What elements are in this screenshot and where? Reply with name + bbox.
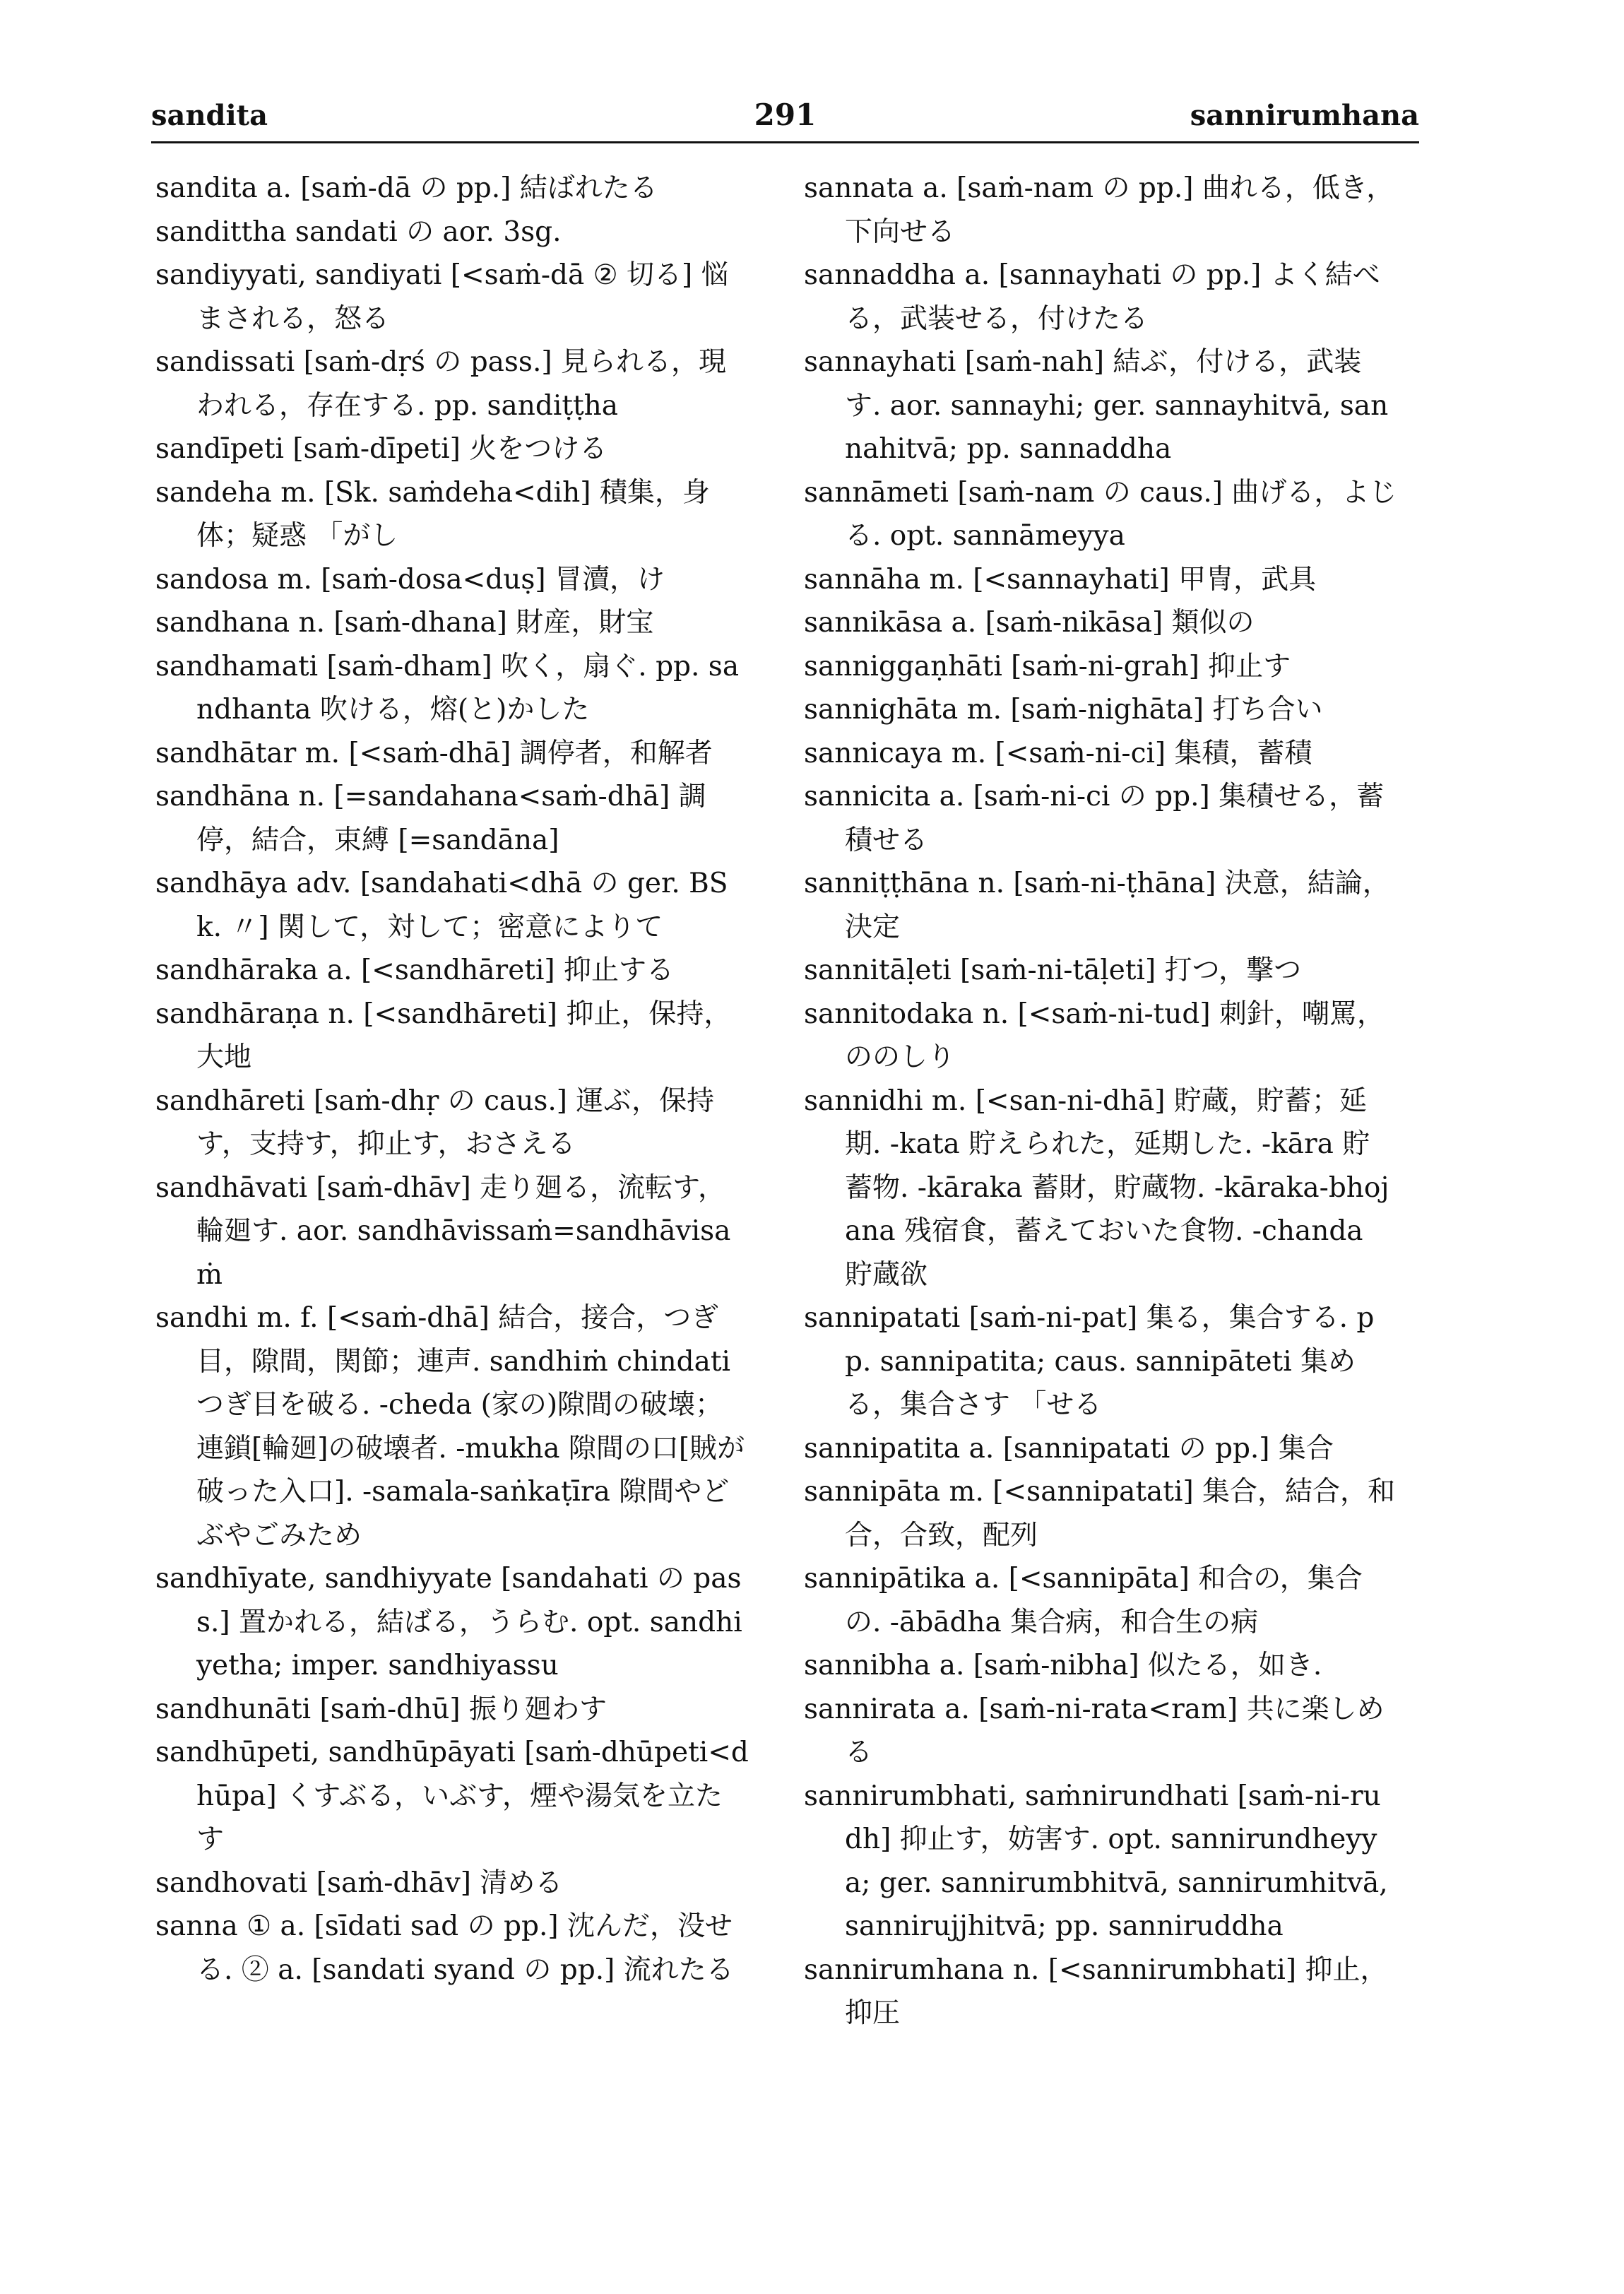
dictionary-entry: sandhātar m. [<saṁ-dhā] 調停者，和解者 xyxy=(155,737,713,769)
dictionary-entry: sanniṭṭhāna n. [saṁ-ni-ṭhāna] 決意，結論，決定 xyxy=(804,868,1390,943)
dictionary-entry: sannibha a. [saṁ-nibha] 似たる，如き. xyxy=(804,1650,1322,1681)
dictionary-entry: sandhovati [saṁ-dhāv] 清める xyxy=(155,1867,563,1899)
dictionary-entry: sandhana n. [saṁ-dhana] 財産，財宝 xyxy=(155,607,654,639)
dictionary-entry: sanna ① a. [sīdati sad の pp.] 沈んだ，没せる. ② a. [sandati syand の pp.] 流れたる xyxy=(155,1910,734,1986)
right-column xyxy=(804,167,1397,2035)
dictionary-entry: sannitāḷeti [saṁ-ni-tāḷeti] 打つ，撃つ xyxy=(804,954,1302,986)
dictionary-entry: sannayhati [saṁ-nah] 結ぶ，付ける，武装す. aor. sannayhi; ger. sannayhitvā, sannahitvā; pp. sannaddha xyxy=(804,346,1389,465)
dictionary-entry: sandhāvati [saṁ-dhāv] 走り廻る，流転す，輪廻す. aor. sandhāvissaṁ=sandhāvisaṁ xyxy=(155,1171,731,1291)
dictionary-entry: sandhāraṇa n. [<sandhāreti] 抑止，保持，大地 xyxy=(155,998,732,1073)
dictionary-entry: sannicita a. [saṁ-ni-ci の pp.] 集積せる，蓄積せる xyxy=(804,781,1385,856)
dictionary-entry: sannata a. [saṁ-nam の pp.] 曲れる，低き，下向せる xyxy=(804,172,1394,248)
dictionary-entry: sannaddha a. [sannayhati の pp.] よく結べる，武装せる，付けたる xyxy=(804,259,1380,335)
dictionary-entry: sandhunāti [saṁ-dhū] 振り廻わす xyxy=(155,1693,607,1725)
dictionary-entry: sannidhi m. [<san-ni-dhā] 貯蔵，貯蓄；延期. -kata 貯えられた，延期した. -kāra 貯蓄物. -kāraka 蓄財，貯蔵物. -kāraka-bhojana 残宿食，蓄えておいた食物. -chanda 貯蔵欲 xyxy=(804,1084,1389,1291)
header-left-guide-word: sandita xyxy=(151,99,268,132)
dictionary-entry: sannipatita a. [sannipatati の pp.] 集合 xyxy=(804,1432,1334,1465)
dictionary-entry: sandhūpeti, sandhūpāyati [saṁ-dhūpeti<dhūpa] くすぶる，いぶす，煙や湯気を立たす xyxy=(155,1737,749,1855)
dictionary-entry: sandhāya adv. [sandahati<dhā の ger. BSk. 〃] 関して，対して；密意によりて xyxy=(155,868,728,943)
dictionary-entry: sandhi m. f. [<saṁ-dhā] 結合，接合，つぎ目，隙間，関節；連声. sandhiṁ chindati つぎ目を破る. -cheda (家の)隙間の破壊；連鎖[輪廻]の破壊者. -mukha 隙間の口[賊が破った入口]. -samala-saṅkaṭīra 隙間やどぶやごみため xyxy=(155,1302,745,1551)
dictionary-entry: sannirata a. [saṁ-ni-rata<ram] 共に楽しめる xyxy=(804,1693,1385,1768)
page-header xyxy=(151,97,1419,143)
dictionary-entry: sandhāraka a. [<sandhāreti] 抑止する xyxy=(155,954,675,986)
dictionary-entry: sannipātika a. [<sannipāta] 和合の，集合の. -ābādha 集合病，和合生の病 xyxy=(804,1563,1363,1638)
dictionary-entry: sannirumhana n. [<sannirumbhati] 抑止，抑圧 xyxy=(804,1953,1388,2029)
dictionary-entry: sannipatati [saṁ-ni-pat] 集る，集合する. pp. sannipatita; caus. sannipāteti 集める，集合さす 「せる xyxy=(804,1302,1375,1421)
dictionary-entry: sandiyyati, sandiyati [<saṁ-dā ② 切る] 悩まされる，怒る xyxy=(155,259,729,335)
dictionary-entry: sannāmeti [saṁ-nam の caus.] 曲げる，よじる. opt. sannāmeyya xyxy=(804,476,1397,552)
dictionary-entry: sandita a. [saṁ-dā の pp.] 結ばれたる xyxy=(155,172,658,204)
dictionary-entry: sannighāta m. [saṁ-nighāta] 打ち合い xyxy=(804,694,1323,726)
dictionary-entry: sanniggaṇhāti [saṁ-ni-grah] 抑止す xyxy=(804,650,1291,682)
dictionary-entry: sannitodaka n. [<saṁ-ni-tud] 刺針，嘲罵，ののしり xyxy=(804,998,1385,1073)
dictionary-entry: sannikāsa a. [saṁ-nikāsa] 類似の xyxy=(804,607,1255,639)
dictionary-entry: sandhāreti [saṁ-dhṛ の caus.] 運ぶ，保持す，支持す，抑止す，おさえる xyxy=(155,1084,715,1160)
dictionary-entry: sandeha m. [Sk. saṁdeha<dih] 積集，身体；疑惑 「がし xyxy=(155,476,710,552)
dictionary-entry: sandhīyate, sandhiyyate [sandahati の pass.] 置かれる，結ばる，うらむ. opt. sandhiyetha; imper. sandhiyassu xyxy=(155,1563,742,1681)
left-column xyxy=(155,167,749,1992)
dictionary-entry: sandissati [saṁ-dṛś の pass.] 見られる，現われる，存在する. pp. sandiṭṭha xyxy=(155,346,726,422)
dictionary-entry: sandittha sandati の aor. 3sg. xyxy=(155,215,562,248)
dictionary-entry: sannirumbhati, saṁnirundhati [saṁ-ni-rudh] 抑止す，妨害す. opt. sannirundheyya; ger. sannirumbhitvā, sannirumhitvā, sannirujjhitvā; pp. sanniruddha xyxy=(804,1780,1388,1942)
dictionary-entry: sandīpeti [saṁ-dīpeti] 火をつける xyxy=(155,433,607,465)
dictionary-entry: sandhāna n. [=sandahana<saṁ-dhā] 調停，結合，束縛 [=sandāna] xyxy=(155,781,706,856)
dictionary-entry: sannāha m. [<sannayhati] 甲冑，武具 xyxy=(804,563,1317,596)
dictionary-entry: sandhamati [saṁ-dham] 吹く，扇ぐ. pp. sandhanta 吹ける，熔(と)かした xyxy=(155,650,740,726)
page-number: 291 xyxy=(754,97,817,132)
dictionary-entry: sannipāta m. [<sannipatati] 集合，結合，和合，合致，配列 xyxy=(804,1476,1396,1551)
dictionary-entry: sannicaya m. [<saṁ-ni-ci] 集積，蓄積 xyxy=(804,737,1312,769)
header-right-guide-word: sannirumhana xyxy=(1190,99,1419,132)
dictionary-entry: sandosa m. [saṁ-dosa<duṣ] 冒瀆，け xyxy=(155,563,665,596)
